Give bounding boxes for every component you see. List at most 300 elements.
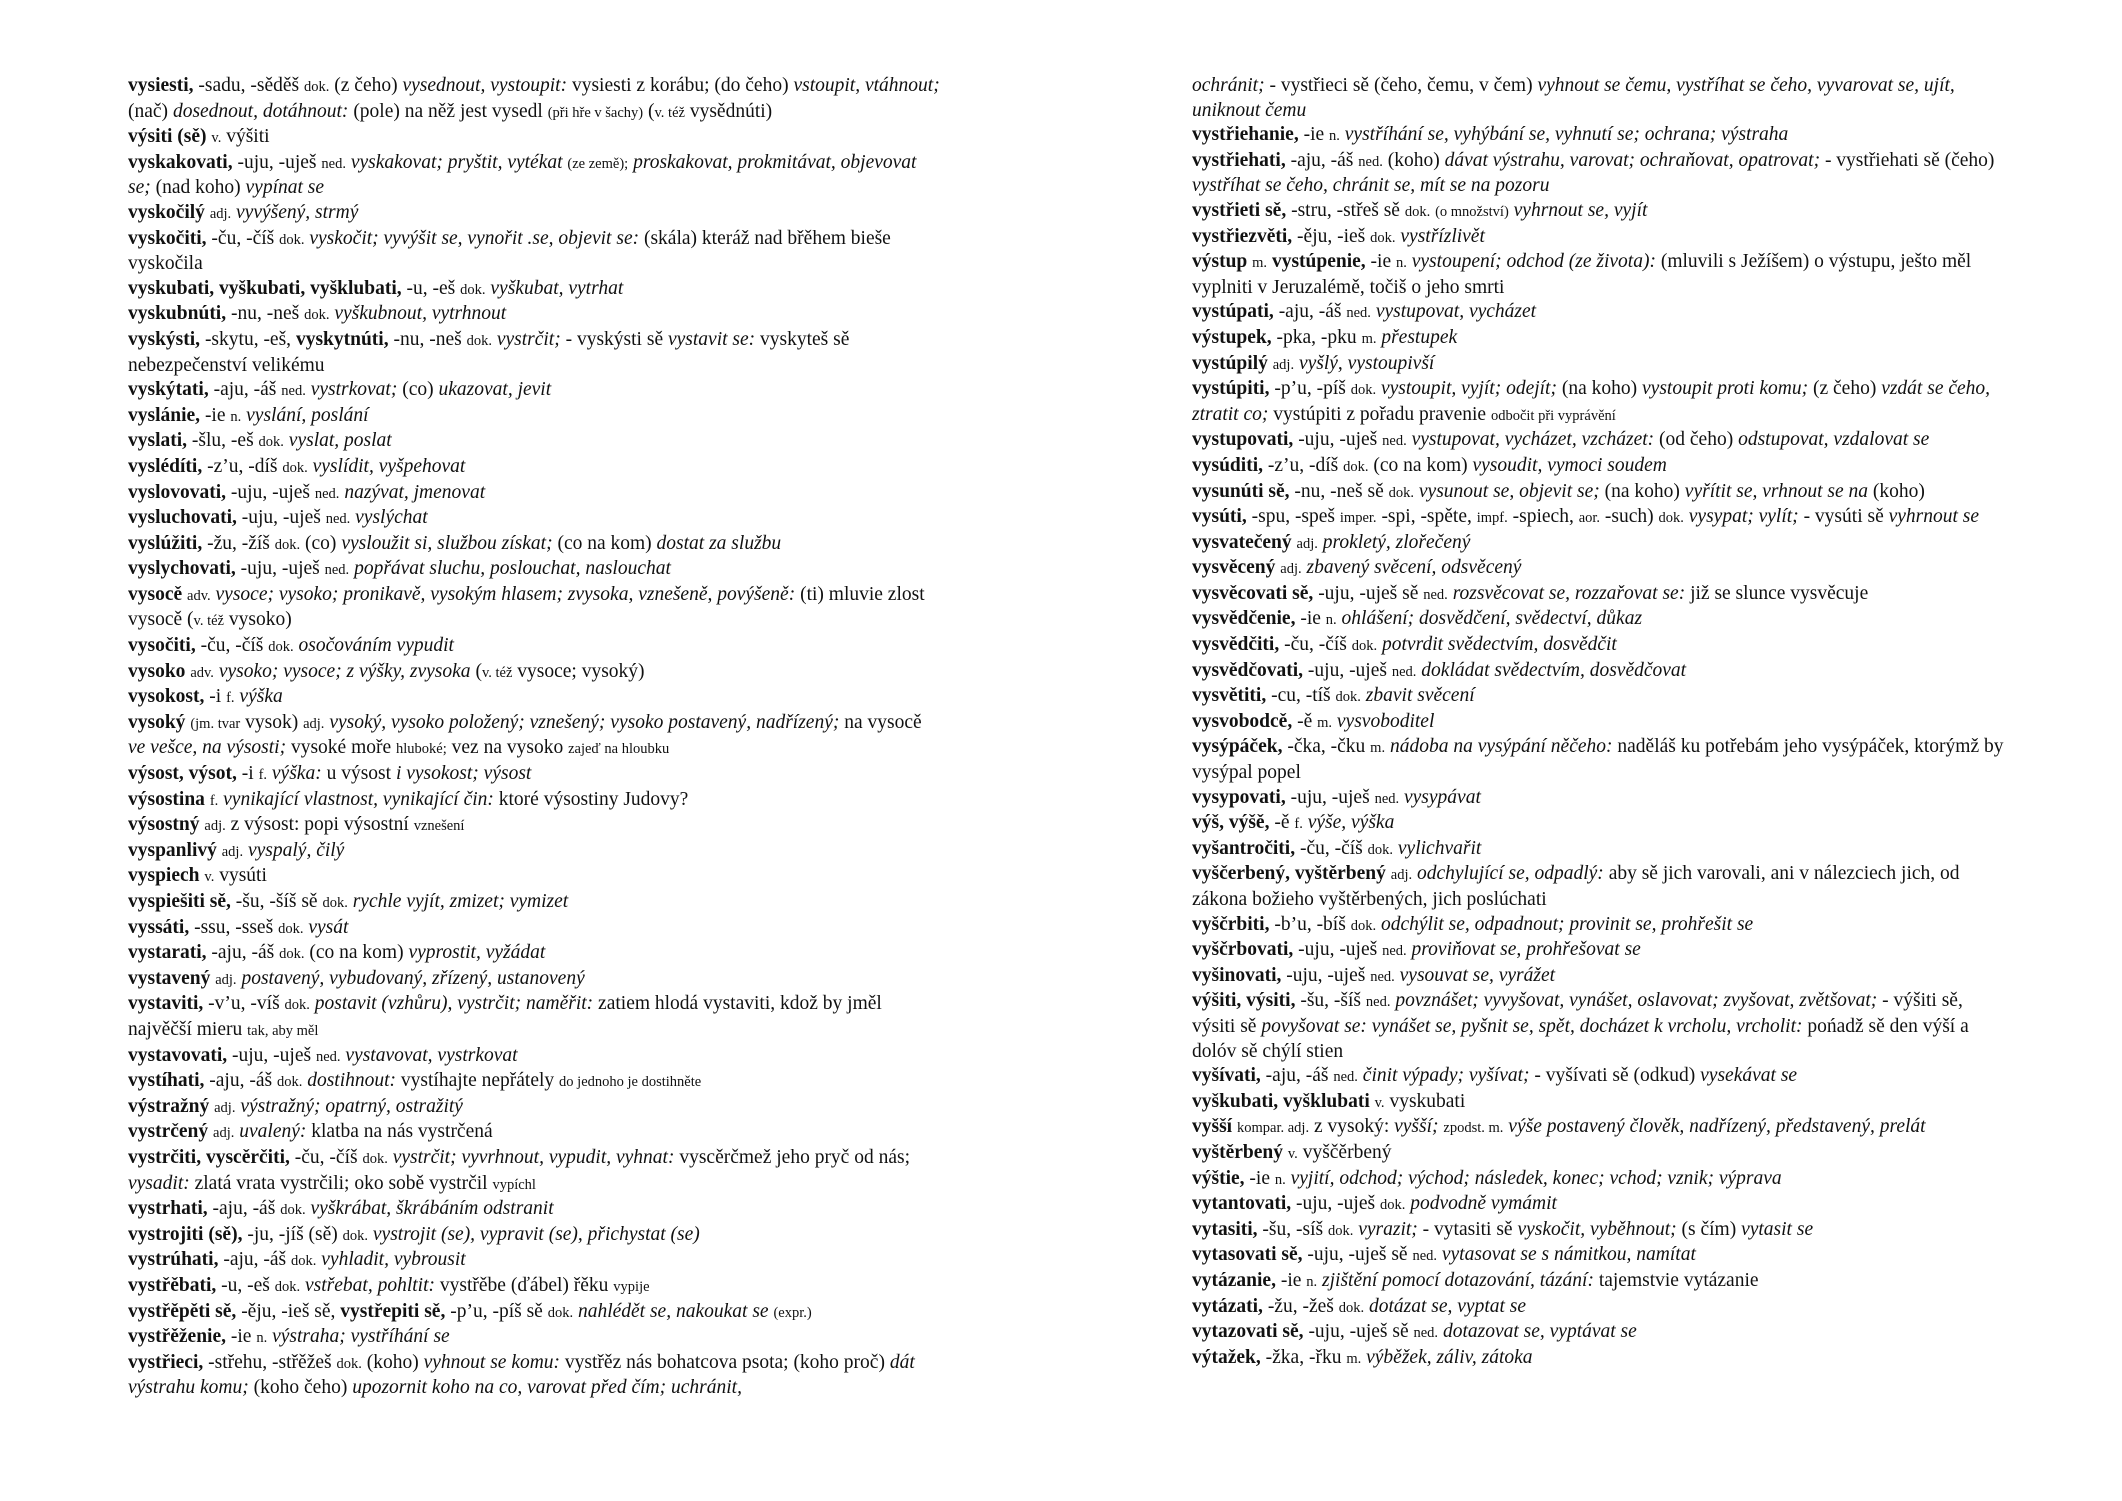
headword: vysiesti, (128, 75, 194, 96)
body-text: vysoké moře (286, 737, 397, 759)
translation: proskakovat, prokmitávat, objevovat se; (128, 151, 917, 199)
grammar-abbrev: ned. (281, 383, 306, 400)
headword: vytasiti, (1192, 1218, 1258, 1240)
gloss-note: (o množství) (1435, 203, 1509, 220)
left-column (128, 74, 943, 1401)
dictionary-entry (128, 151, 943, 201)
headword: vystaviti, (128, 993, 204, 1015)
grammar-abbrev: dok. (282, 459, 308, 476)
headword: výš, výšě, (1192, 812, 1270, 834)
headword: výstupek, (1192, 326, 1272, 348)
headword: výsostina (128, 788, 205, 810)
headword: vystarati, (128, 942, 207, 964)
body-text: ( (643, 100, 655, 122)
grammar-abbrev: ned. (1423, 586, 1448, 603)
translation: vystříhání se, vyhýbání se, vyhnutí se; ochrana; výstraha (1344, 124, 1789, 146)
headword: vyskočiti, (128, 227, 207, 249)
body-text: -ěju, -ieš sě, (236, 1300, 341, 1322)
headword: vysvědčenie, (1192, 608, 1296, 630)
grammar-abbrev: ned. (1413, 1325, 1439, 1342)
translation: vysvoboditel (1336, 710, 1435, 732)
dictionary-entry (1192, 300, 2007, 326)
headword: vysvatečený (1192, 531, 1292, 553)
dictionary-entry (128, 227, 943, 277)
grammar-abbrev: n. (1306, 1273, 1318, 1290)
dictionary-entry (128, 277, 943, 303)
translation: vylichvařit (1397, 837, 1482, 859)
body-text: -ssu, -sseš (189, 916, 279, 938)
dictionary-entry (1192, 1269, 2007, 1295)
body-text: -aju, -áš (218, 1249, 292, 1271)
translation: postavit (vzhůru), vystrčit; naměřit: (314, 993, 594, 1015)
grammar-abbrev: dok. (1338, 1299, 1365, 1316)
grammar-abbrev: impf. (1476, 510, 1508, 527)
translation: povyšovat se: vynášet se, pyšnit se, spět, docházet k vrcholu, vrcholit: (1261, 1015, 1803, 1037)
headword: vystřieti sě, (1192, 199, 1287, 221)
headword: vystúpenie, (1271, 251, 1366, 273)
headword: vysvěcený (1192, 557, 1276, 579)
headword: vyskočilý (128, 201, 205, 223)
headword: výsostný (128, 814, 200, 836)
headword: vysvětiti, (1192, 685, 1267, 707)
translation: výběžek, záliv, zátoka (1366, 1346, 1533, 1368)
body-text: vyščěrbený (1297, 1141, 1392, 1163)
body-text: (koho) (361, 1351, 424, 1373)
dictionary-entry (128, 634, 943, 660)
dictionary-entry (1192, 149, 2007, 199)
dictionary-entry (1192, 505, 2007, 531)
grammar-abbrev: adj. (1272, 356, 1295, 373)
dictionary-entry (128, 583, 943, 634)
headword: vystúpiti, (1192, 378, 1270, 400)
translation: vyhnout se čemu, vystříhat se čeho, vyvarovat se, ujít, uniknout čemu (1192, 75, 1955, 121)
grammar-abbrev: dok. (280, 1202, 306, 1219)
headword: vytázati, (1192, 1295, 1263, 1317)
headword: vyščrbovati, (1192, 939, 1294, 961)
headword: vyssáti, (128, 916, 190, 938)
translation: popřávat sluchu, poslouchat, naslouchat (354, 558, 671, 580)
translation: vyslýchat (355, 507, 428, 529)
headword: vyskýtati, (128, 379, 209, 401)
body-text: -uju, -uješ (1293, 429, 1383, 451)
translation: činit výpady; vyšívat; (1362, 1065, 1530, 1087)
body-text: -ie (1365, 251, 1396, 273)
translation: vystrkovat; (310, 379, 398, 401)
headword: vyščrbiti, (1192, 913, 1270, 935)
translation: i vysokost; výsost (395, 763, 532, 785)
body-text: (mluvili s Ježíšem) o výstupu, ješto měl vyplniti v Jeruzalémě, točiš o jeho smrti (1192, 251, 1972, 298)
translation: odchylující se, odpadlý: (1416, 863, 1604, 885)
dictionary-entry (128, 1300, 943, 1326)
body-text: -skytu, -eš, (200, 328, 296, 350)
grammar-abbrev: dok. (279, 231, 305, 248)
dictionary-entry (128, 1069, 943, 1095)
translation: dávat výstrahu, varovat; ochraňovat, opatrovat; (1444, 149, 1821, 171)
body-text: zlatá vrata vystrčili; oko sobě vystrčil (189, 1172, 493, 1194)
body-text: -ie (1244, 1167, 1275, 1189)
body-text: vystúpiti z pořadu pravenie (1268, 403, 1491, 425)
translation: zbavit svěcení (1365, 685, 1475, 707)
translation: rychle vyjít, zmizet; vymizet (352, 891, 569, 912)
body-text: (z čeho) (1808, 378, 1882, 400)
headword: vystřepiti sě, (340, 1300, 446, 1322)
headword: vysýpáček, (1192, 736, 1283, 758)
dictionary-entry (128, 1248, 943, 1274)
dictionary-entry (1192, 225, 2007, 251)
headword: vystřěbati, (128, 1274, 217, 1296)
dictionary-entry (1192, 556, 2007, 582)
body-text: -aju, -áš (1285, 149, 1359, 171)
headword: vysvěcovati sě, (1192, 582, 1314, 604)
translation: vysouvat se, vyrážet (1399, 964, 1556, 986)
translation: výška (239, 686, 283, 708)
body-text: - vystřiehati sě (čeho) (1820, 149, 1995, 171)
dictionary-entry (128, 378, 943, 404)
grammar-abbrev: ned. (315, 1048, 341, 1065)
headword: vyskytnúti, (295, 328, 389, 350)
grammar-abbrev: dok. (547, 1304, 574, 1321)
body-text: -z’u, -díš (1262, 454, 1344, 476)
body-text: -such) (1600, 506, 1659, 528)
headword: výstražný (128, 1095, 210, 1117)
translation: vynikající vlastnost, vynikající čin: (223, 788, 494, 810)
body-text: klatba na nás vystrčená (306, 1121, 493, 1143)
body-text: -uju, -uješ sě (1303, 1321, 1414, 1343)
grammar-abbrev: adj. (214, 1099, 236, 1116)
dictionary-entry (128, 532, 943, 558)
dictionary-entry (128, 1095, 943, 1121)
translation: vysoudit, vymoci soudem (1472, 454, 1667, 476)
body-text: -v’u, -víš (203, 993, 285, 1015)
translation: vysadit: (128, 1172, 190, 1194)
grammar-abbrev: n. (230, 408, 242, 425)
gloss-note: odbočit při vyprávění (1490, 407, 1616, 424)
headword: vytantovati, (1192, 1193, 1292, 1215)
translation: dotazovat se, vyptávat se (1442, 1321, 1637, 1343)
translation: povznášet; vyvyšovat, vynášet, oslavovat; zvyšovat, zvětšovat; (1395, 990, 1878, 1012)
dictionary-entry (128, 74, 943, 125)
body-text: -nu, -neš sě (1289, 480, 1389, 502)
translation: zbavený svěcení, odsvěcený (1306, 557, 1522, 579)
translation: rozsvěcovat se, rozzařovat se: (1452, 582, 1686, 604)
dictionary-entry (1192, 710, 2007, 736)
body-text: -ču, -číš (1279, 634, 1352, 656)
body-text: ( (470, 660, 482, 682)
grammar-abbrev: dok. (342, 1227, 369, 1244)
headword: vyspiešiti sě, (128, 891, 231, 912)
translation: vypínat se (245, 177, 325, 199)
body-text: výšiti (221, 126, 270, 148)
headword: výsost, výsot, (128, 763, 237, 785)
grammar-abbrev: ned. (1358, 153, 1383, 170)
translation: vyšlý, vystoupivší (1298, 352, 1435, 374)
dictionary-entry (128, 916, 943, 942)
headword: vysocě (128, 583, 183, 605)
translation: vysypávat (1404, 786, 1481, 808)
body-text: -u, -eš (401, 277, 461, 299)
translation: vystřízlivět (1400, 225, 1485, 247)
headword: vyslychovati, (128, 558, 236, 580)
body-text: -p’u, -píš (1269, 378, 1351, 400)
grammar-abbrev: adj. (204, 818, 226, 835)
gloss-note: (expr.) (773, 1304, 812, 1321)
dictionary-entry (128, 1197, 943, 1223)
grammar-abbrev: dok. (1370, 229, 1396, 246)
body-text: -uju, -uješ (1285, 786, 1375, 808)
translation: ukazovat, jevit (438, 379, 552, 401)
headword: výtažek, (1192, 1346, 1261, 1368)
dictionary-entry (128, 302, 943, 328)
headword: vystavovati, (128, 1044, 228, 1066)
dictionary-entry (1192, 199, 2007, 225)
headword: vystřiehati, (1192, 149, 1286, 171)
translation: odchýlit se, odpadnout; provinit se, prohřešit se (1380, 913, 1754, 935)
body-text: -aju, -áš (1260, 1065, 1334, 1087)
grammar-abbrev: dok. (1404, 203, 1431, 220)
dictionary-entry (128, 506, 943, 532)
body-text: -aju, -áš (206, 942, 280, 964)
headword: vyškubati, vyšklubati (1192, 1090, 1370, 1112)
translation: uvalený: (239, 1121, 307, 1143)
body-text: (co na kom) (552, 532, 657, 554)
grammar-abbrev: dok. (1327, 1222, 1354, 1239)
grammar-abbrev: adj. (1296, 535, 1318, 552)
body-text: (co) (300, 532, 342, 554)
dictionary-entry (1192, 531, 2007, 557)
dictionary-entry (128, 1325, 943, 1351)
body-text: vystřěbe (ďábel) řěku (435, 1274, 614, 1296)
body-text: (co na kom) (1368, 454, 1473, 476)
translation: potvrdit svědectvím, dosvědčit (1382, 634, 1617, 656)
body-text: -cu, -tíš (1266, 685, 1336, 707)
dictionary-entry (128, 788, 943, 814)
headword: výšiti, výsiti, (1192, 990, 1296, 1012)
translation: vysloužit si, službou získat; (341, 532, 553, 554)
body-text: naděláš ku potřebám jeho vysýpáček, ktorýmž by vysýpal popel (1192, 736, 2004, 784)
dictionary-entry (1192, 1346, 2007, 1372)
grammar-abbrev: dok. (1658, 510, 1684, 527)
grammar-abbrev: n. (1396, 255, 1407, 272)
body-text: vysúti (214, 865, 267, 887)
translation: vystoupení; odchod (ze života): (1411, 251, 1656, 273)
dictionary-entry (1192, 74, 2007, 123)
grammar-abbrev: ned. (1333, 1069, 1358, 1086)
dictionary-entry (1192, 1115, 2007, 1141)
headword: vystúpilý (1192, 352, 1268, 374)
headword: vystřiehanie, (1192, 124, 1299, 146)
translation: vyhrnout se, vyjít (1513, 199, 1648, 221)
grammar-abbrev: adj. (209, 205, 232, 222)
body-text: na vysocě (839, 711, 922, 733)
grammar-abbrev: dok. (304, 79, 330, 95)
grammar-abbrev: dok. (460, 281, 486, 298)
translation: vystupovat, vycházet, vzcházet: (1411, 429, 1655, 451)
translation: výška: (271, 763, 322, 785)
dictionary-entry (128, 481, 943, 507)
headword: vyščerbený, vyštěrbený (1192, 863, 1386, 885)
translation: vystavit se: (667, 328, 756, 350)
grammar-abbrev: n. (1274, 1171, 1286, 1188)
body-text: -uju, -uješ (226, 481, 315, 503)
grammar-abbrev: f. (209, 792, 219, 809)
headword: vytázanie, (1192, 1269, 1276, 1291)
body-text: -uju, -uješ (227, 1044, 316, 1066)
body-text: vyskubati (1384, 1090, 1466, 1112)
body-text: vysiesti z korábu; (do čeho) (567, 75, 794, 96)
dictionary-entry (1192, 480, 2007, 506)
headword: vyslédíti, (128, 455, 203, 477)
body-text: -aju, -áš (207, 1198, 281, 1220)
body-text: (ti) mluvie zlost vysocě ( (128, 583, 925, 631)
grammar-abbrev: dok. (291, 1253, 317, 1270)
grammar-abbrev: dok. (1350, 917, 1377, 934)
translation: vyskakovat; pryštit, vytékat (350, 151, 563, 173)
translation: vystrčit; vyvrhnout, vypudit, vyhnat: (392, 1146, 675, 1168)
body-text: (nad koho) (150, 177, 246, 199)
body-text: z výsost: popi výsostní (225, 814, 414, 836)
translation: vytasovat se s námitkou, namítat (1441, 1244, 1696, 1266)
body-text: -ie (200, 404, 231, 426)
grammar-abbrev: zpodst. m. (1443, 1120, 1504, 1137)
body-text: -žka, -řku (1260, 1346, 1347, 1368)
grammar-abbrev: m. (1361, 330, 1377, 347)
headword: vystřiezvěti, (1192, 225, 1293, 247)
body-text: - vyskýsti sě (560, 328, 668, 350)
grammar-abbrev: dok. (284, 997, 310, 1014)
body-text: -šlu, -eš (187, 430, 259, 452)
dictionary-entry (1192, 735, 2007, 785)
headword: vyslati, (128, 430, 188, 452)
grammar-abbrev: dok. (1379, 1197, 1406, 1214)
grammar-abbrev: ned. (324, 562, 350, 579)
translation: dotázat se, vyptat se (1368, 1295, 1527, 1317)
grammar-abbrev: ned. (321, 155, 346, 172)
body-text: -b’u, -bíš (1269, 913, 1351, 935)
grammar-abbrev: v. též (481, 664, 513, 681)
body-text: -uju, -uješ (1293, 939, 1383, 961)
translation: vyškrábat, škrábáním odstranit (310, 1198, 554, 1220)
body-text: -ie (226, 1326, 257, 1348)
headword: vyšší (1192, 1116, 1233, 1138)
grammar-abbrev: ned. (1391, 663, 1417, 680)
translation: vystavovat, vystrkovat (345, 1044, 518, 1066)
dictionary-entry (1192, 352, 2007, 378)
grammar-abbrev: v. (211, 130, 222, 147)
translation: vyjití, odchod; východ; následek, konec; vchod; vznik; výprava (1290, 1167, 1782, 1189)
dictionary-entry (128, 1351, 943, 1401)
translation: dosednout, dotáhnout: (172, 100, 349, 122)
dictionary-entry (1192, 1141, 2007, 1167)
body-text: -čka, -čku (1282, 736, 1371, 758)
dictionary-entry (1192, 428, 2007, 454)
body-text: -střehu, -střěžeš (203, 1351, 337, 1373)
dictionary-entry (1192, 989, 2007, 1064)
body-text: -šu, -šíš (1295, 990, 1366, 1012)
body-text: -z’u, -díš (202, 455, 283, 477)
translation: vzdát se čeho, ztratit co; (1192, 378, 1991, 425)
translation: nahlédět se, nakoukat se (577, 1300, 769, 1322)
headword: vysvědčovati, (1192, 659, 1304, 681)
headword: vysočiti, (128, 635, 196, 657)
translation: vystoupit, vyjít; odejít; (1380, 378, 1557, 400)
headword: vysúti, (1192, 506, 1247, 528)
body-text: - vyšívati sě (odkud) (1529, 1065, 1701, 1087)
grammar-abbrev: aor. (1578, 510, 1601, 527)
body-text: - vystřieci sě (čeho, čemu, v čem) (1264, 75, 1538, 96)
translation: vysekávat se (1700, 1065, 1798, 1087)
grammar-abbrev: f. (1294, 816, 1303, 833)
body-text: (koho) (1382, 149, 1445, 171)
dictionary-entry (128, 1146, 943, 1197)
body-text: -nu, -neš (388, 328, 467, 350)
dictionary-entry (1192, 633, 2007, 659)
grammar-abbrev: n. (1329, 128, 1340, 145)
grammar-abbrev: v. (1287, 1145, 1298, 1162)
dictionary-entry (1192, 659, 2007, 685)
grammar-abbrev: dok. (268, 639, 294, 656)
grammar-abbrev: adv. (187, 587, 211, 604)
dictionary-entry (1192, 1192, 2007, 1218)
body-text: (na koho) (1556, 378, 1643, 400)
grammar-abbrev: v. též (193, 613, 224, 630)
body-text: -sadu, -sěděš (193, 75, 305, 96)
body-text: (na koho) (1599, 480, 1685, 502)
translation: vyskočit; vyvýšit se, vynořit .se, objevit se: (309, 227, 640, 249)
grammar-abbrev: dok. (278, 920, 304, 937)
headword: vysunúti sě, (1192, 480, 1290, 502)
body-text: -ě (1292, 710, 1318, 732)
translation: vysoký, vysoko položený; vznešený; vysoko postavený, nadřízený; (329, 711, 840, 733)
body-text: vysoko) (224, 609, 292, 631)
headword: vystíhati, (128, 1070, 205, 1092)
translation: vystoupit proti komu; (1642, 378, 1809, 400)
dictionary-entry (128, 967, 943, 993)
translation: vyšší; (1394, 1116, 1439, 1138)
grammar-abbrev: dok. (1343, 458, 1369, 475)
body-text: - výšiti sě, výsiti sě (1192, 990, 1963, 1037)
headword: vyslánie, (128, 404, 201, 426)
grammar-abbrev: dok. (1335, 689, 1361, 706)
body-text: (koho) (1868, 480, 1925, 502)
body-text: již se slunce vysvěcuje (1685, 582, 1869, 604)
grammar-abbrev: ned. (325, 511, 351, 528)
dictionary-entry (1192, 862, 2007, 912)
translation: vytasit se (1741, 1218, 1814, 1240)
translation: podvodně vymámit (1410, 1193, 1557, 1215)
grammar-abbrev: adj. (215, 971, 237, 988)
dictionary-entry (1192, 1064, 2007, 1090)
gloss-note: (při hře v šachy) (547, 104, 644, 121)
translation: dokládat svědectvím, dosvědčovat (1421, 659, 1687, 681)
body-text: -spiech, (1507, 506, 1579, 528)
headword: vystrčený (128, 1121, 209, 1143)
body-text: -aju, -áš (204, 1070, 277, 1092)
headword: vyskakovati, (128, 151, 233, 173)
headword: vysúditi, (1192, 454, 1263, 476)
headword: vyskýsti, (128, 328, 201, 350)
body-text: -aju, -áš (208, 379, 282, 401)
body-text: (nač) (128, 100, 173, 122)
grammar-abbrev: dok. (274, 536, 301, 553)
grammar-abbrev: dok. (279, 946, 305, 963)
headword: vyšívati, (1192, 1065, 1261, 1087)
headword: vysvědčiti, (1192, 634, 1280, 656)
grammar-abbrev: dok. (258, 434, 284, 451)
headword: vyskubnúti, (128, 303, 227, 325)
body-text: vyscěrčmež jeho pryč od nás; (674, 1146, 911, 1168)
translation: vysoko; vysoce; z výšky, zvysoka (218, 660, 471, 682)
body-text: -aju, -áš (1273, 301, 1347, 323)
